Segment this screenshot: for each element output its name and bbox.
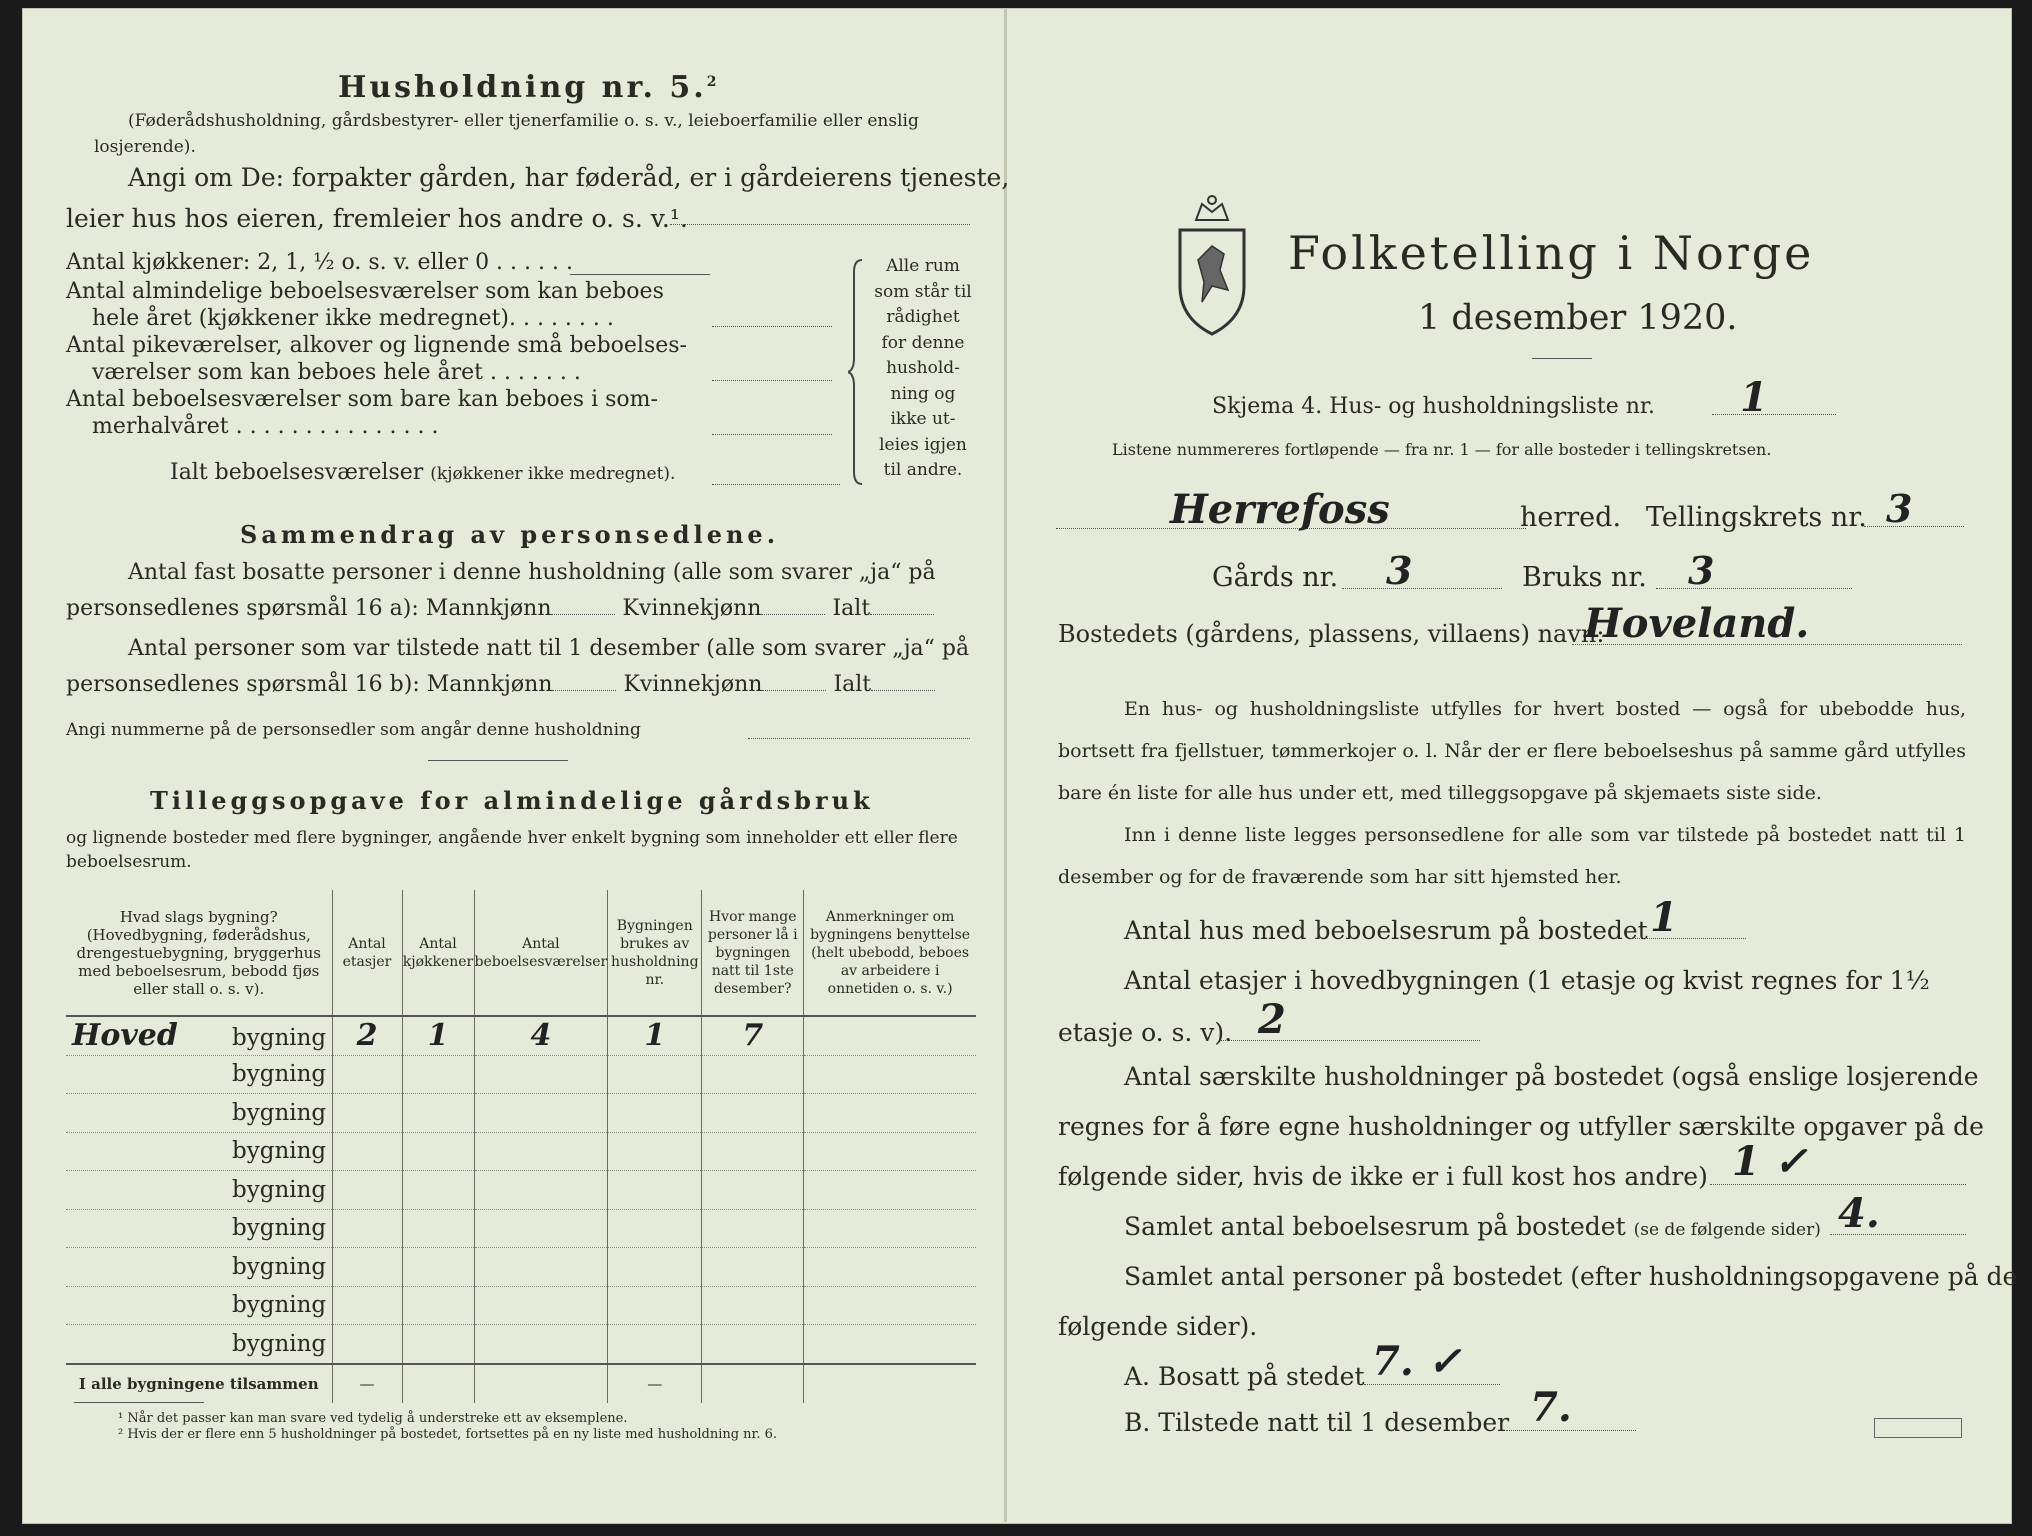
household-title: Husholdning nr. 5.$^2$ — [338, 70, 720, 105]
building-suffix-label: bygning — [232, 1138, 327, 1165]
building-type-cell[interactable] — [66, 1171, 332, 1210]
cell-kjokkener[interactable] — [402, 1055, 474, 1094]
total-answer-line[interactable] — [712, 484, 840, 485]
table-header-cell: Hvad slags bygning? (Hovedbygning, føderådshus, drengestuebygning, bryggerhus med beboelsesrum, bebodd fjøs eller stall o. s. v). — [66, 890, 332, 1016]
building-type-cell[interactable] — [66, 1286, 332, 1325]
buildings-table — [66, 890, 976, 1403]
cell-kjokkener[interactable]: 1 — [402, 1016, 474, 1055]
brace-note-line: til andre. — [883, 460, 963, 480]
cell-husholdning[interactable] — [608, 1248, 702, 1287]
cell-anm[interactable] — [804, 1286, 976, 1325]
brace-note-line: Alle rum — [886, 256, 960, 276]
pers-line-a: Samlet antal personer på bostedet (efter husholdningsopgavene på de — [1124, 1262, 2018, 1291]
cell-anm[interactable] — [804, 1055, 976, 1094]
cell-vaerelser[interactable] — [474, 1132, 608, 1171]
cell-personer[interactable]: 7 — [702, 1016, 804, 1055]
krets-line[interactable] — [1864, 526, 1964, 527]
bosatt-value[interactable]: 7. ✓ — [1372, 1338, 1462, 1385]
building-type-cell[interactable] — [66, 1094, 332, 1133]
brace-note-line: ning og — [890, 383, 956, 404]
cell-etasjer[interactable] — [332, 1209, 402, 1248]
angi-nummer: Angi nummerne på de personsedler som angår denne husholdning — [66, 720, 641, 740]
table-row — [66, 1248, 976, 1287]
cell-anm[interactable] — [804, 1094, 976, 1133]
q-rooms-a: Antal almindelige beboelsesværelser som kan beboes — [66, 279, 664, 304]
maid-answer-line[interactable] — [712, 380, 832, 381]
table-header-cell: Antal kjøkkener — [402, 890, 474, 1016]
q-rooms-b: hele året (kjøkkener ikke medregnet). . . . . . . . — [92, 306, 614, 331]
instructions-2: Inn i denne liste legges personsedlene for alle som var tilstede på bostedet natt til 1 desember og for de fraværende som har sitt hjemsted her. — [1058, 824, 1966, 888]
brace-note-line: leies igjen — [879, 434, 967, 455]
angi-line-2: leier hus hos eieren, fremleier hos andre o. s. v.¹. — [66, 204, 688, 233]
instructions-1: En hus- og husholdningsliste utfylles for hvert bosted — også for ubebodde hus, bortsett fra fjellstuer, tømmerkojer o. l. Når der er flere beboelseshus på samme gård utfylles bare én liste for alle hus under ett, med tilleggsopgave på skjemaets siste side. — [1058, 698, 1966, 804]
table-header-cell: Anmerkninger om bygningens benyttelse (helt ubebodd, beboes av arbeidere i onnetiden o. s. v.) — [804, 890, 976, 1016]
table-row — [66, 1055, 976, 1094]
cell-kjokkener[interactable] — [402, 1286, 474, 1325]
building-type-cell[interactable] — [66, 1132, 332, 1171]
cell-anm[interactable] — [804, 1132, 976, 1171]
rooms-answer-line[interactable] — [712, 326, 832, 327]
angi-line-1: Angi om De: forpakter gården, har føderåd, er i gårdeierens tjeneste, — [128, 163, 1010, 192]
brace-note — [868, 254, 978, 484]
table-header-cell: Hvor mange personer lå i bygningen natt til 1ste desember? — [702, 890, 804, 1016]
building-type-value: Hoved — [72, 1018, 178, 1054]
table-row — [66, 1325, 976, 1364]
total-cell-vaerelser[interactable] — [474, 1364, 608, 1403]
cell-kjokkener[interactable] — [402, 1171, 474, 1210]
building-suffix-label: bygning — [232, 1215, 327, 1242]
cell-vaerelser[interactable] — [474, 1209, 608, 1248]
hush-line-b: regnes for å føre egne husholdninger og utfyller særskilte opgaver på de — [1058, 1112, 1984, 1141]
rum-label: Samlet antal beboelsesrum på bostedet (se de følgende sider) — [1124, 1212, 1821, 1241]
building-suffix-label: bygning — [232, 1253, 327, 1280]
bosatt-label: A. Bosatt på stedet — [1124, 1362, 1365, 1391]
total-cell-anm[interactable] — [804, 1364, 976, 1403]
cell-personer[interactable] — [702, 1325, 804, 1364]
cell-anm[interactable] — [804, 1248, 976, 1287]
cell-vaerelser[interactable] — [474, 1325, 608, 1364]
cell-vaerelser[interactable] — [474, 1094, 608, 1133]
section-divider — [428, 760, 568, 761]
table-row — [66, 1209, 976, 1248]
cell-etasjer[interactable] — [332, 1286, 402, 1325]
rum-value[interactable]: 4. — [1838, 1190, 1880, 1237]
building-suffix-label: bygning — [232, 1061, 327, 1088]
summer-answer-line[interactable] — [712, 434, 832, 435]
building-suffix-label: bygning — [232, 1292, 327, 1319]
cell-vaerelser[interactable] — [474, 1171, 608, 1210]
cell-husholdning[interactable] — [608, 1325, 702, 1364]
cell-vaerelser[interactable]: 4 — [474, 1016, 608, 1055]
census-date: 1 desember 1920. — [1418, 298, 1738, 338]
tilstede-value[interactable]: 7. — [1530, 1384, 1572, 1431]
cell-etasjer[interactable] — [332, 1171, 402, 1210]
total-cell-etasjer[interactable]: — — [332, 1364, 402, 1403]
cell-etasjer[interactable]: 2 — [332, 1016, 402, 1055]
etasjer-line-a: Antal etasjer i hovedbygningen (1 etasje og kvist regnes for 1½ — [1124, 966, 1930, 995]
brace-icon — [848, 258, 868, 486]
table-header-cell: Antal etasjer — [332, 890, 402, 1016]
cell-kjokkener[interactable] — [402, 1094, 474, 1133]
hush-value[interactable]: 1 ✓ — [1732, 1138, 1808, 1185]
bruks-label: Bruks nr. — [1522, 562, 1647, 593]
sum-fast-b: personsedlenes spørsmål 16 a): Mannkjønn Kvinnekjønn Ialt — [66, 596, 934, 621]
total-cell-kjokkener[interactable] — [402, 1364, 474, 1403]
cell-personer[interactable] — [702, 1248, 804, 1287]
census-title: Folketelling i Norge — [1288, 226, 1815, 280]
building-suffix-label: bygning — [232, 1099, 327, 1126]
hush-line-c: følgende sider, hvis de ikke er i full kost hos andre) — [1058, 1162, 1708, 1191]
tillegg-sub: og lignende bosteder med flere bygninger, angående hver enkelt bygning som inneholder ett eller flere beboelsesrum. — [66, 828, 958, 872]
bosted-label: Bostedets (gårdens, plassens, villaens) navn: — [1058, 620, 1605, 648]
tilstede-label: B. Tilstede natt til 1 desember — [1124, 1408, 1510, 1437]
sum-fast-a: Antal fast bosatte personer i denne husholdning (alle som svarer „ja“ på — [128, 560, 936, 585]
cell-etasjer[interactable] — [332, 1248, 402, 1287]
cell-personer[interactable] — [702, 1209, 804, 1248]
nummer-answer-line[interactable] — [748, 738, 970, 739]
gards-line[interactable] — [1342, 588, 1502, 589]
norway-coat-of-arms-icon — [1172, 190, 1252, 340]
cell-anm[interactable] — [804, 1171, 976, 1210]
building-suffix-label: bygning — [232, 1330, 327, 1357]
household-intro-note: (Føderådshusholdning, gårdsbestyrer- eller tjenerfamilie o. s. v., leieboerfamilie eller enslig losjerende). — [94, 111, 919, 157]
footnote-2: ² Hvis der er flere enn 5 husholdninger på bostedet, fortsettes på en ny liste med husholdning nr. 6. — [118, 1427, 778, 1442]
cell-anm[interactable] — [804, 1325, 976, 1364]
cell-anm[interactable] — [804, 1209, 976, 1248]
bruks-value[interactable]: 3 — [1688, 548, 1715, 593]
cell-husholdning[interactable] — [608, 1209, 702, 1248]
pers-line-b: følgende sider). — [1058, 1312, 1258, 1341]
cell-husholdning[interactable]: 1 — [608, 1016, 702, 1055]
herred-value[interactable]: Herrefoss — [1170, 486, 1390, 533]
cell-etasjer[interactable] — [332, 1055, 402, 1094]
building-type-cell[interactable] — [66, 1248, 332, 1287]
summary-title: Sammendrag av personsedlene. — [240, 520, 780, 549]
cell-vaerelser[interactable] — [474, 1286, 608, 1325]
cell-personer[interactable] — [702, 1055, 804, 1094]
building-suffix-label: bygning — [232, 1025, 327, 1052]
gards-value[interactable]: 3 — [1386, 548, 1413, 593]
cell-kjokkener[interactable] — [402, 1209, 474, 1248]
brace-note-line: som står til — [874, 281, 972, 302]
cell-personer[interactable] — [702, 1286, 804, 1325]
q-kitchens: Antal kjøkkener: 2, 1, ½ o. s. v. eller 0 . . . . . . — [66, 250, 573, 275]
q-maid-b: værelser som kan beboes hele året . . . . . . . — [92, 360, 581, 385]
hus-label: Antal hus med beboelsesrum på bostedet — [1124, 916, 1648, 945]
krets-label: Tellingskrets nr. — [1646, 502, 1867, 533]
table-row — [66, 1016, 976, 1055]
brace-note-line: hushold- — [886, 358, 960, 378]
sum-tilstede-b: personsedlenes spørsmål 16 b): Mannkjønn Kvinnekjønn Ialt — [66, 672, 935, 697]
hus-line[interactable] — [1630, 938, 1746, 939]
brace-note-line: rådighet — [886, 307, 960, 327]
building-type-cell[interactable] — [66, 1209, 332, 1248]
listene-note: Listene nummereres fortløpende — fra nr. 1 — for alle bosteder i tellingskretsen. — [1112, 440, 1772, 459]
table-row — [66, 1132, 976, 1171]
skjema-line[interactable] — [1712, 414, 1836, 415]
q-total: Ialt beboelsesværelser (kjøkkener ikke medregnet). — [170, 460, 676, 485]
cell-husholdning[interactable] — [608, 1094, 702, 1133]
printer-stamp — [1874, 1418, 1962, 1438]
bosted-value[interactable]: Hoveland. — [1584, 600, 1810, 647]
cell-kjokkener[interactable] — [402, 1248, 474, 1287]
skjema-label: Skjema 4. Hus- og husholdningsliste nr. — [1212, 394, 1655, 419]
building-type-cell[interactable] — [66, 1055, 332, 1094]
table-row — [66, 1171, 976, 1210]
total-cell-personer[interactable] — [702, 1364, 804, 1403]
q-summer-a: Antal beboelsesværelser som bare kan beboes i som- — [66, 387, 658, 412]
total-cell-husholdning[interactable]: — — [608, 1364, 702, 1403]
cell-etasjer[interactable] — [332, 1325, 402, 1364]
cell-personer[interactable] — [702, 1132, 804, 1171]
cell-personer[interactable] — [702, 1171, 804, 1210]
sum-tilstede-a: Antal personer som var tilstede natt til 1 desember (alle som svarer „ja“ på — [128, 636, 970, 661]
herred-label: herred. — [1520, 502, 1622, 533]
building-suffix-label: bygning — [232, 1176, 327, 1203]
table-header-cell: Antal beboelsesværelser — [474, 890, 608, 1016]
cell-vaerelser[interactable] — [474, 1055, 608, 1094]
etasjer-line-b: etasje o. s. v). — [1058, 1018, 1233, 1047]
cell-anm[interactable] — [804, 1016, 976, 1055]
building-type-cell[interactable] — [66, 1325, 332, 1364]
angi-answer-line[interactable] — [670, 224, 970, 225]
cell-etasjer[interactable] — [332, 1132, 402, 1171]
table-header-cell: Bygningen brukes av husholdning nr. — [608, 890, 702, 1016]
brace-note-line: ikke ut- — [890, 409, 956, 429]
q-summer-b: merhalvåret . . . . . . . . . . . . . . . — [92, 414, 439, 439]
gards-label: Gårds nr. — [1212, 562, 1339, 593]
skjema-value[interactable]: 1 — [1740, 374, 1768, 421]
hus-value[interactable]: 1 — [1650, 894, 1678, 941]
table-row — [66, 1094, 976, 1133]
cell-husholdning[interactable] — [608, 1171, 702, 1210]
brace-note-line: for denne — [881, 332, 965, 353]
cell-vaerelser[interactable] — [474, 1248, 608, 1287]
tillegg-title: Tilleggsopgave for almindelige gårdsbruk — [150, 786, 874, 815]
page-fold — [1004, 8, 1007, 1522]
cell-personer[interactable] — [702, 1094, 804, 1133]
cell-husholdning[interactable] — [608, 1286, 702, 1325]
building-type-cell[interactable] — [66, 1016, 332, 1055]
title-divider — [1532, 358, 1592, 359]
hush-line-a: Antal særskilte husholdninger på bostedet (også enslige losjerende — [1124, 1062, 1979, 1091]
footnote-1: ¹ Når det passer kan man svare ved tydelig å understreke ett av eksemplene. — [118, 1411, 628, 1426]
cell-husholdning[interactable] — [608, 1132, 702, 1171]
cell-kjokkener[interactable] — [402, 1132, 474, 1171]
footnote-divider — [74, 1402, 204, 1403]
etasjer-value[interactable]: 2 — [1258, 996, 1286, 1043]
q-maid-a: Antal pikeværelser, alkover og lignende små beboelses- — [66, 333, 687, 358]
table-total-row — [66, 1364, 976, 1403]
cell-kjokkener[interactable] — [402, 1325, 474, 1364]
table-row — [66, 1286, 976, 1325]
bruks-line[interactable] — [1656, 588, 1852, 589]
cell-husholdning[interactable] — [608, 1055, 702, 1094]
cell-etasjer[interactable] — [332, 1094, 402, 1133]
total-label: I alle bygningene tilsammen — [66, 1364, 332, 1403]
krets-value[interactable]: 3 — [1886, 486, 1913, 531]
kitchens-answer-line[interactable] — [570, 274, 710, 275]
